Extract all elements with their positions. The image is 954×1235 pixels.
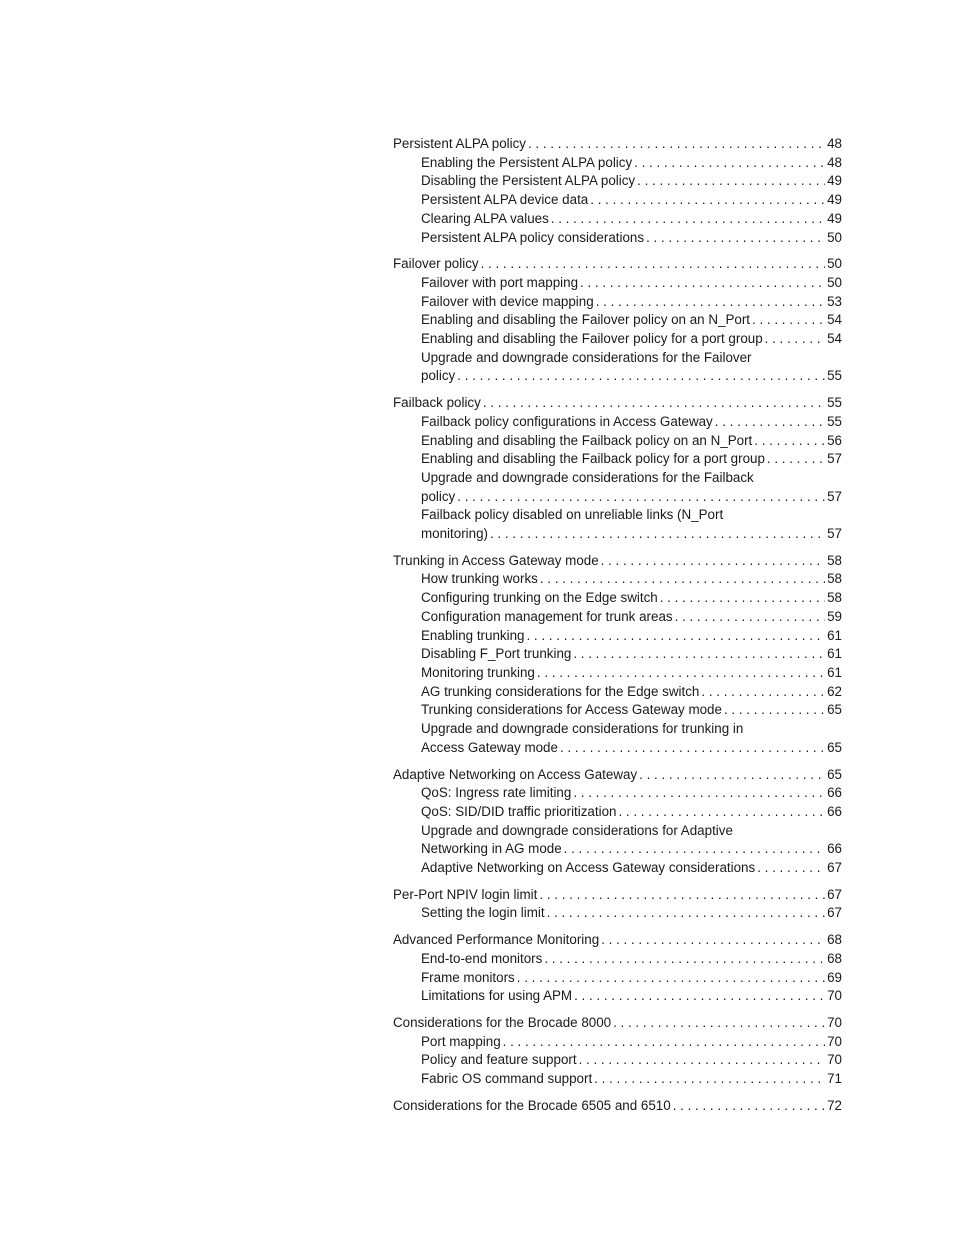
page-number: 55 bbox=[827, 413, 842, 429]
dot-leader bbox=[560, 739, 825, 758]
dot-leader bbox=[675, 608, 826, 627]
dot-leader bbox=[481, 255, 826, 274]
page-number: 67 bbox=[827, 886, 842, 902]
toc-entry-title: How trunking works bbox=[421, 571, 538, 587]
dot-leader bbox=[715, 413, 825, 432]
dot-leader bbox=[547, 904, 826, 923]
toc-section bbox=[393, 552, 842, 758]
toc-entry-title: Persistent ALPA device data bbox=[421, 192, 589, 208]
dot-leader bbox=[573, 784, 825, 803]
toc-subentry[interactable] bbox=[393, 172, 842, 191]
page-number: 56 bbox=[827, 432, 842, 448]
toc-entry-title: Configuration management for trunk areas bbox=[421, 608, 673, 624]
toc-entry-title: Persistent ALPA policy considerations bbox=[421, 229, 645, 245]
dot-leader bbox=[601, 552, 825, 571]
toc-entry-title: Adaptive Networking on Access Gateway bbox=[393, 766, 638, 782]
dot-leader bbox=[634, 154, 825, 173]
page-number: 54 bbox=[827, 312, 842, 328]
toc-subentry[interactable] bbox=[393, 608, 842, 627]
toc-subentry[interactable] bbox=[393, 191, 842, 210]
toc-entry-title-line[interactable]: Upgrade and downgrade considerations for the Failback bbox=[421, 469, 754, 485]
page-number: 62 bbox=[827, 683, 842, 699]
dot-leader bbox=[601, 931, 825, 950]
page-number: 53 bbox=[827, 293, 842, 309]
dot-leader bbox=[490, 525, 825, 544]
dot-leader bbox=[765, 330, 825, 349]
table-of-contents bbox=[393, 135, 842, 1123]
toc-section-entry[interactable] bbox=[393, 931, 842, 950]
toc-entry-title: Enabling trunking bbox=[421, 627, 525, 643]
toc-subentry[interactable] bbox=[393, 969, 842, 988]
toc-subentry[interactable] bbox=[393, 488, 842, 507]
toc-entry-title: Policy and feature support bbox=[421, 1052, 577, 1068]
page-number: 59 bbox=[827, 608, 842, 624]
toc-entry-title: Enabling and disabling the Failover policy for a port group bbox=[421, 331, 763, 347]
toc-entry-title: QoS: Ingress rate limiting bbox=[421, 785, 572, 801]
toc-subentry[interactable] bbox=[393, 274, 842, 293]
toc-subentry[interactable] bbox=[393, 413, 842, 432]
dot-leader bbox=[701, 683, 825, 702]
dot-leader bbox=[564, 840, 825, 859]
toc-entry-title: Networking in AG mode bbox=[421, 841, 562, 857]
toc-subentry[interactable] bbox=[393, 683, 842, 702]
toc-subentry[interactable] bbox=[393, 330, 842, 349]
toc-entry-title: Fabric OS command support bbox=[421, 1071, 593, 1087]
page-number: 70 bbox=[827, 1052, 842, 1068]
dot-leader bbox=[618, 803, 825, 822]
toc-entry-title: Failover policy bbox=[393, 256, 479, 272]
toc-entry-title: Persistent ALPA policy bbox=[393, 136, 526, 151]
toc-entry-title: End-to-end monitors bbox=[421, 950, 543, 966]
page-number: 66 bbox=[827, 841, 842, 857]
page-number: 49 bbox=[827, 192, 842, 208]
dot-leader bbox=[579, 1051, 826, 1070]
page-number: 65 bbox=[827, 739, 842, 755]
dot-leader bbox=[594, 1070, 825, 1089]
toc-entry-title: Failback policy bbox=[393, 395, 481, 411]
toc-section-entry[interactable] bbox=[393, 1097, 842, 1116]
toc-subentry[interactable] bbox=[393, 1051, 842, 1070]
toc-entry-title: Failback policy configurations in Access Gateway bbox=[421, 413, 713, 429]
dot-leader bbox=[767, 450, 825, 469]
toc-subentry[interactable] bbox=[393, 293, 842, 312]
toc-entry-title: Failover with port mapping bbox=[421, 274, 579, 290]
toc-subentry[interactable] bbox=[393, 803, 842, 822]
toc-subentry[interactable] bbox=[393, 229, 842, 248]
toc-subentry[interactable] bbox=[393, 210, 842, 229]
page-number: 68 bbox=[827, 950, 842, 966]
page-number: 58 bbox=[827, 552, 842, 568]
toc-subentry[interactable] bbox=[393, 701, 842, 720]
dot-leader bbox=[457, 488, 825, 507]
page-number: 72 bbox=[827, 1097, 842, 1113]
page-number: 65 bbox=[827, 766, 842, 782]
page-number: 70 bbox=[827, 1033, 842, 1049]
toc-subentry[interactable] bbox=[393, 1070, 842, 1089]
dot-leader bbox=[673, 1097, 825, 1116]
page-number: 67 bbox=[827, 905, 842, 921]
dot-leader bbox=[613, 1014, 825, 1033]
toc-entry-title: Enabling and disabling the Failback policy on an N_Port bbox=[421, 432, 753, 448]
dot-leader bbox=[503, 1033, 825, 1052]
page-number: 50 bbox=[827, 256, 842, 272]
toc-section bbox=[393, 931, 842, 1006]
toc-entry-title: Trunking considerations for Access Gateway mode bbox=[421, 702, 722, 718]
toc-subentry[interactable] bbox=[393, 859, 842, 878]
page-number: 49 bbox=[827, 210, 842, 226]
dot-leader bbox=[639, 766, 825, 785]
dot-leader bbox=[757, 859, 825, 878]
toc-entry-title: policy bbox=[421, 488, 456, 504]
toc-entry-title: policy bbox=[421, 368, 456, 384]
dot-leader bbox=[754, 432, 825, 451]
page-number: 48 bbox=[827, 154, 842, 170]
dot-leader bbox=[526, 627, 825, 646]
dot-leader bbox=[537, 664, 825, 683]
dot-leader bbox=[574, 987, 825, 1006]
dot-leader bbox=[590, 191, 825, 210]
toc-subentry[interactable] bbox=[393, 154, 842, 173]
page-number: 50 bbox=[827, 274, 842, 290]
toc-entry-title: Disabling the Persistent ALPA policy bbox=[421, 173, 636, 189]
toc-entry-title-line[interactable]: Upgrade and downgrade considerations for the Failover bbox=[421, 349, 752, 365]
dot-leader bbox=[551, 210, 825, 229]
toc-section-entry[interactable] bbox=[393, 766, 842, 785]
toc-entry-title: Enabling and disabling the Failover policy on an N_Port bbox=[421, 312, 751, 328]
toc-subentry[interactable] bbox=[393, 311, 842, 330]
toc-subentry[interactable] bbox=[393, 664, 842, 683]
toc-entry-title: Clearing ALPA values bbox=[421, 210, 549, 226]
toc-subentry[interactable] bbox=[393, 840, 842, 859]
page-number: 57 bbox=[827, 488, 842, 504]
page-number: 69 bbox=[827, 969, 842, 985]
toc-section-entry[interactable] bbox=[393, 135, 842, 154]
toc-subentry[interactable] bbox=[393, 627, 842, 646]
toc-entry-title: Access Gateway mode bbox=[421, 739, 558, 755]
dot-leader bbox=[724, 701, 825, 720]
toc-subentry[interactable] bbox=[393, 950, 842, 969]
page-number: 70 bbox=[827, 1014, 842, 1030]
toc-entry-title-line[interactable]: Upgrade and downgrade considerations for Adaptive bbox=[421, 822, 733, 838]
toc-section-entry[interactable] bbox=[393, 394, 842, 413]
toc-entry-title: Monitoring trunking bbox=[421, 664, 535, 680]
dot-leader bbox=[580, 274, 825, 293]
toc-subentry[interactable] bbox=[393, 987, 842, 1006]
toc-entry-title: AG trunking considerations for the Edge switch bbox=[421, 683, 700, 699]
page-number: 58 bbox=[827, 571, 842, 587]
toc-entry-title: Considerations for the Brocade 6505 and 6510 bbox=[393, 1097, 671, 1113]
page-number: 70 bbox=[827, 988, 842, 1004]
page-number: 55 bbox=[827, 395, 842, 411]
toc-entry-title-line[interactable]: Upgrade and downgrade considerations for trunking in bbox=[421, 721, 744, 737]
dot-leader bbox=[573, 645, 825, 664]
toc-subentry[interactable] bbox=[393, 904, 842, 923]
toc-entry-title: Enabling the Persistent ALPA policy bbox=[421, 154, 633, 170]
page-number: 57 bbox=[827, 526, 842, 542]
page-number: 61 bbox=[827, 664, 842, 680]
toc-entry-title: Trunking in Access Gateway mode bbox=[393, 552, 599, 568]
toc-entry-title: QoS: SID/DID traffic prioritization bbox=[421, 803, 617, 819]
toc-entry-title: Setting the login limit bbox=[421, 905, 545, 921]
toc-entry-title: Adaptive Networking on Access Gateway considerations bbox=[421, 860, 756, 876]
page-number: 66 bbox=[827, 803, 842, 819]
toc-entry-title: Considerations for the Brocade 8000 bbox=[393, 1014, 612, 1030]
dot-leader bbox=[752, 311, 825, 330]
toc-entry-title: Enabling and disabling the Failback policy for a port group bbox=[421, 451, 765, 467]
page-number: 55 bbox=[827, 368, 842, 384]
toc-entry-title: Per-Port NPIV login limit bbox=[393, 886, 538, 902]
dot-leader bbox=[517, 969, 825, 988]
toc-entry-title: Port mapping bbox=[421, 1033, 501, 1049]
toc-subentry[interactable] bbox=[393, 645, 842, 664]
toc-section bbox=[393, 135, 842, 247]
dot-leader bbox=[660, 589, 825, 608]
dot-leader bbox=[528, 135, 825, 154]
toc-entry-title: Configuring trunking on the Edge switch bbox=[421, 590, 658, 606]
page-number: 49 bbox=[827, 173, 842, 189]
page-number: 50 bbox=[827, 229, 842, 245]
dot-leader bbox=[544, 950, 825, 969]
page-number: 57 bbox=[827, 451, 842, 467]
toc-subentry[interactable] bbox=[393, 570, 842, 589]
toc-section-entry[interactable] bbox=[393, 552, 842, 571]
toc-section bbox=[393, 1097, 842, 1116]
toc-subentry[interactable] bbox=[393, 1033, 842, 1052]
toc-subentry[interactable] bbox=[393, 739, 842, 758]
dot-leader bbox=[646, 229, 825, 248]
dot-leader bbox=[457, 367, 825, 386]
toc-subentry[interactable] bbox=[393, 525, 842, 544]
page-number: 65 bbox=[827, 702, 842, 718]
page-number: 68 bbox=[827, 932, 842, 948]
toc-section-entry[interactable] bbox=[393, 1014, 842, 1033]
toc-subentry[interactable] bbox=[393, 589, 842, 608]
toc-entry-title: monitoring) bbox=[421, 526, 488, 542]
toc-section bbox=[393, 1014, 842, 1089]
dot-leader bbox=[483, 394, 825, 413]
dot-leader bbox=[596, 293, 825, 312]
dot-leader bbox=[539, 886, 825, 905]
page-number: 71 bbox=[827, 1071, 842, 1087]
toc-section-entry[interactable] bbox=[393, 255, 842, 274]
toc-section bbox=[393, 766, 842, 878]
toc-section bbox=[393, 886, 842, 923]
toc-subentry[interactable] bbox=[393, 432, 842, 451]
toc-section-entry[interactable] bbox=[393, 886, 842, 905]
toc-entry-title: Failover with device mapping bbox=[421, 293, 594, 309]
page-number: 58 bbox=[827, 590, 842, 606]
toc-subentry[interactable] bbox=[393, 450, 842, 469]
dot-leader bbox=[637, 172, 825, 191]
toc-entry-title: Frame monitors bbox=[421, 969, 515, 985]
page-number: 67 bbox=[827, 860, 842, 876]
page-number: 66 bbox=[827, 785, 842, 801]
toc-subentry[interactable] bbox=[393, 367, 842, 386]
toc-entry-title: Advanced Performance Monitoring bbox=[393, 932, 600, 948]
page-number: 61 bbox=[827, 646, 842, 662]
dot-leader bbox=[540, 570, 825, 589]
page-number: 48 bbox=[827, 136, 842, 151]
toc-section bbox=[393, 394, 842, 544]
toc-entry-title-line[interactable]: Failback policy disabled on unreliable links (N_Port bbox=[421, 507, 724, 523]
toc-section bbox=[393, 255, 842, 386]
page-number: 54 bbox=[827, 331, 842, 347]
toc-entry-title: Disabling F_Port trunking bbox=[421, 646, 572, 662]
toc-subentry[interactable] bbox=[393, 784, 842, 803]
page-number: 61 bbox=[827, 627, 842, 643]
toc-entry-title: Limitations for using APM bbox=[421, 988, 573, 1004]
